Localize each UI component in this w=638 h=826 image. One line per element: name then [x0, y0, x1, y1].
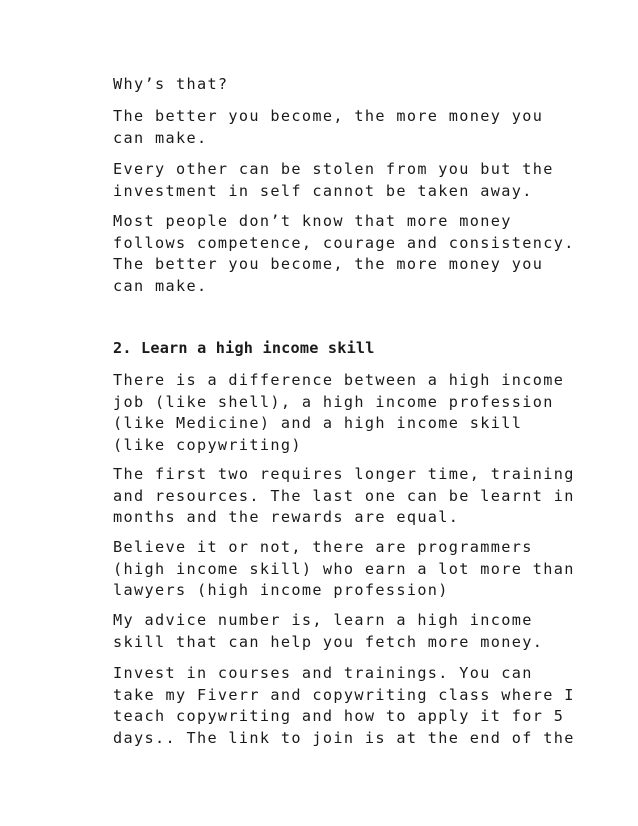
text-line: follows competence, courage and consistency.	[113, 233, 575, 252]
paragraph	[113, 211, 575, 297]
paragraph	[113, 159, 554, 202]
text-line: Believe it or not, there are programmers	[113, 538, 533, 556]
paragraph	[113, 537, 575, 602]
text-line: and resources. The last one can be learnt in	[113, 486, 575, 505]
text-line: There is a difference between a high income	[113, 371, 565, 389]
text-line: Invest in courses and trainings. You can	[113, 664, 533, 682]
text-line: take my Fiverr and copywriting class where I	[113, 685, 575, 704]
section-heading: 2. Learn a high income skill	[113, 339, 375, 357]
text-line: My advice number is, learn a high income	[113, 611, 533, 629]
text-line: The better you become, the more money you	[113, 255, 544, 273]
text-line: teach copywriting and how to apply it for 5	[113, 707, 565, 725]
text-line: months and the rewards are equal.	[113, 508, 460, 526]
paragraph	[113, 663, 575, 749]
paragraph	[113, 370, 564, 456]
paragraph	[113, 106, 543, 149]
paragraph	[113, 610, 543, 653]
text-line: Every other can be stolen from you but the	[113, 160, 554, 178]
text-line: (high income skill) who earn a lot more than	[113, 559, 575, 578]
text-line: days.. The link to join is at the end of the	[113, 728, 575, 747]
text-line: The better you become, the more money you	[113, 107, 544, 125]
text-line: can make.	[113, 128, 208, 147]
text-line: The first two requires longer time, training	[113, 465, 575, 483]
text-line: (like copywriting)	[113, 435, 302, 454]
paragraph	[113, 464, 575, 529]
text-line: Most people don’t know that more money	[113, 212, 512, 230]
text-line: skill that can help you fetch more money.	[113, 632, 544, 651]
text-line: job (like shell), a high income profession	[113, 392, 554, 411]
text-line: can make.	[113, 276, 208, 295]
text-line: (like Medicine) and a high income skill	[113, 414, 523, 432]
text-line: investment in self cannot be taken away.	[113, 181, 533, 200]
text-line: lawyers (high income profession)	[113, 581, 449, 599]
intro-question: Why’s that?	[113, 75, 229, 93]
